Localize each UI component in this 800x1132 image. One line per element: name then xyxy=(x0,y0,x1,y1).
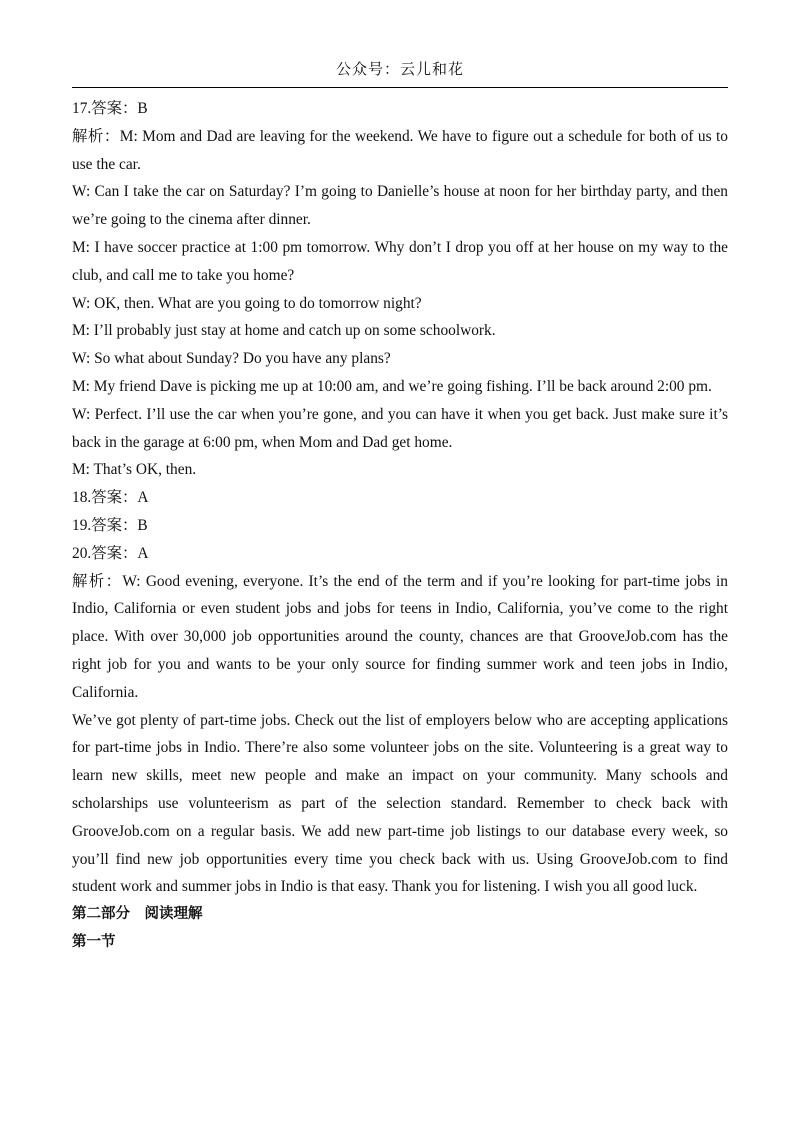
paragraph: M: I have soccer practice at 1:00 pm tomorrow. Why don’t I drop you off at her house on my way to the club, and call me to take you home? xyxy=(72,238,728,284)
section-heading: 第一节 xyxy=(72,933,116,950)
paragraph: W: So what about Sunday? Do you have any plans? xyxy=(72,350,391,368)
paragraph: W: Can I take the car on Saturday? I’m going to Danielle’s house at noon for her birthday party, and then we’re going to the cinema after dinner. xyxy=(72,183,728,229)
paragraph: M: I’ll probably just stay at home and catch up on some schoolwork. xyxy=(72,322,496,340)
answer-line: 17.答案：B xyxy=(72,100,148,117)
paragraph: M: My friend Dave is picking me up at 10:00 am, and we’re going fishing. I’ll be back around 2:00 pm. xyxy=(72,377,712,395)
page-header-title: 公众号：云儿和花 xyxy=(335,60,464,78)
header-divider xyxy=(72,87,728,88)
answer-line: 20.答案：A xyxy=(72,544,149,562)
answer-line: 19.答案：B xyxy=(72,516,148,534)
paragraph: 解析：M: Mom and Dad are leaving for the weekend. We have to figure out a schedule for both of us to use the car. xyxy=(72,127,728,173)
paragraph: M: That’s OK, then. xyxy=(72,461,197,479)
answer-line: 18.答案：A xyxy=(72,489,149,507)
document-body xyxy=(72,95,728,957)
paragraph: 解析：W: Good evening, everyone. It’s the end of the term and if you’re looking for part-time jobs in Indio, California or even student jobs and jobs for teens in Indio, California, you’ve come to the right place. With over 30,000 job opportunities around the county, chances are that GrooveJob.com has the right job for you and wants to be your only source for finding summer work and teen jobs in Indio, California. xyxy=(72,572,728,701)
paragraph: We’ve got plenty of part-time jobs. Check out the list of employers below who are accepting applications for part-time jobs in Indio. There’re also some volunteer jobs on the site. Volunteering is a great way to learn new skills, meet new people and make an impact on your community. Many schools and scholarships use volunteerism as part of the selection standard. Remember to check back with GrooveJob.com on a regular basis. We add new part-time job listings to our database every week, so you’ll find new job opportunities every time you check back with us. Using GrooveJob.com to find student work and summer jobs in Indio is that easy. Thank you for listening. I wish you all good luck. xyxy=(72,711,728,896)
paragraph: W: OK, then. What are you going to do tomorrow night? xyxy=(72,294,422,312)
paragraph: W: Perfect. I’ll use the car when you’re gone, and you can have it when you get back. Just make sure it’s back in the garage at 6:00 pm, when Mom and Dad get home. xyxy=(72,405,728,451)
section-heading: 第二部分 阅读理解 xyxy=(72,906,203,923)
